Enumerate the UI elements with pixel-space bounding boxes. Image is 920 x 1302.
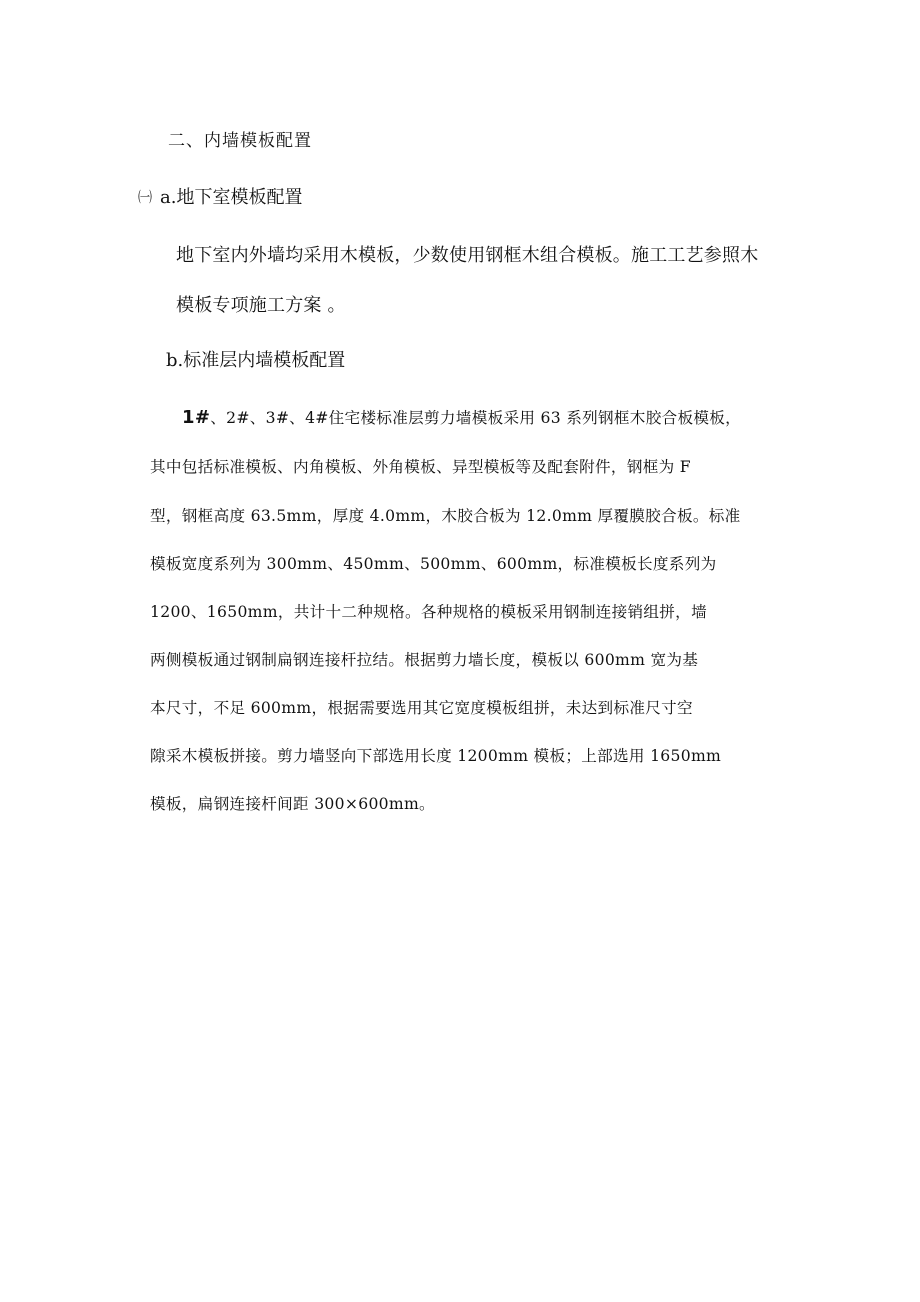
- paragraph-b-line-1-text: 、2#、3#、4#住宅楼标准层剪力墙模板采用 63 系列钢框木胶合板模板，: [210, 409, 742, 427]
- paragraph-b-line-1: [182, 406, 812, 428]
- paragraph-b-lead: 1#: [182, 407, 211, 428]
- paragraph-b-line-5: 1200、1650mm，共计十二种规格。各种规格的模板采用钢制连接销组拼，墙: [150, 603, 707, 621]
- paragraph-a-line-2: 模板专项施工方案 。: [176, 295, 346, 316]
- subsection-b-title: 标准层内墙模板配置: [183, 350, 346, 371]
- paragraph-a-line-1: 地下室内外墙均采用木模板，少数使用钢框木组合模板。施工工艺参照木: [176, 245, 759, 266]
- paragraph-b-line-2: 其中包括标准模板、内角模板、外角模板、异型模板等及配套附件，钢框为 F: [150, 458, 691, 476]
- section-heading: 二、内墙模板配置: [168, 131, 312, 151]
- paragraph-b-line-7: 本尺寸，不足 600mm，根据需要选用其它宽度模板组拼，未达到标准尺寸空: [150, 699, 693, 717]
- subsection-a-heading: [138, 183, 302, 209]
- subsection-b-heading: [166, 346, 345, 372]
- subsection-a-marker: ㈠: [138, 190, 152, 206]
- paragraph-b-line-9: 模板，扁钢连接杆间距 300×600mm。: [150, 795, 435, 813]
- paragraph-b-line-8: 隙采木模板拼接。剪力墙竖向下部选用长度 1200mm 模板；上部选用 1650mm: [150, 747, 722, 765]
- paragraph-b-line-3: 型，钢框高度 63.5mm，厚度 4.0mm，木胶合板为 12.0mm 厚覆膜胶合板。标准: [150, 507, 741, 525]
- paragraph-b-line-4: 模板宽度系列为 300mm、450mm、500mm、600mm，标准模板长度系列为: [150, 555, 717, 573]
- subsection-a-letter: a.: [160, 187, 177, 208]
- paragraph-b-line-6: 两侧模板通过钢制扁钢连接杆拉结。根据剪力墙长度，模板以 600mm 宽为基: [150, 651, 699, 669]
- subsection-a-title: 地下室模板配置: [176, 187, 303, 208]
- subsection-b-letter: b.: [166, 350, 184, 371]
